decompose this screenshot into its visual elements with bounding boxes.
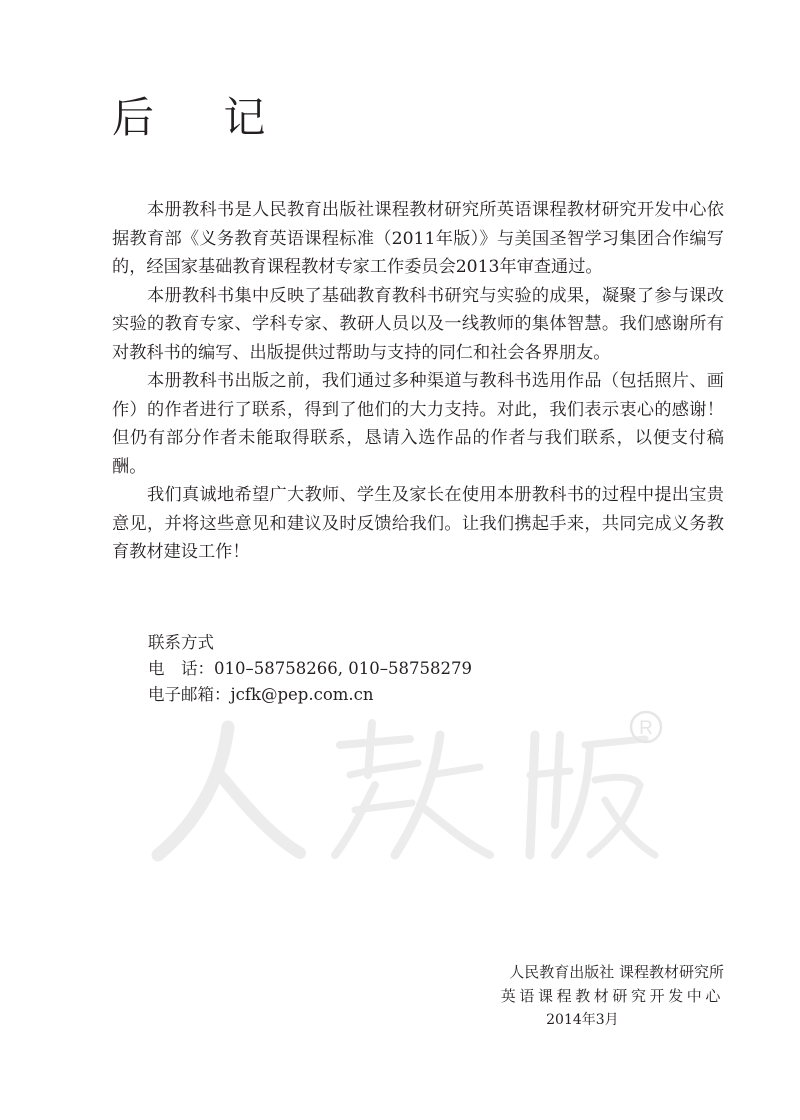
publisher-line: 人民教育出版社 课程教材研究所	[509, 963, 724, 981]
page-title: 后 记	[112, 93, 294, 142]
afterword-body	[112, 196, 724, 567]
email-label: 电子邮箱：	[148, 685, 231, 704]
contact-info	[148, 630, 472, 708]
registered-mark	[631, 712, 661, 742]
contact-heading: 联系方式	[148, 633, 214, 652]
paragraph: 我们真诚地希望广大教师、学生及家长在使用本册教科书的过程中提出宝贵意见，并将这些意见和建议及时反馈给我们。让我们携起手来，共同完成义务教育教材建设工作！	[112, 485, 724, 562]
svg-text:R: R	[639, 718, 653, 739]
phone-value: 010–58758266, 010–58758279	[214, 659, 472, 678]
paragraph: 本册教科书出版之前，我们通过多种渠道与教科书选用作品（包括照片、画作）的作者进行了联系，得到了他们的大力支持。对此，我们表示衷心的感谢！但仍有部分作者未能取得联系，恳请入选作品的作者与我们联系，以便支付稿酬。	[112, 371, 724, 477]
email-value: jcfk@pep.com.cn	[230, 685, 374, 704]
publication-date: 2014年3月	[546, 1012, 619, 1028]
paragraph: 本册教科书是人民教育出版社课程教材研究所英语课程教材研究开发中心依据教育部《义务教育英语课程标准（2011年版）》与美国圣智学习集团合作编写的，经国家基础教育课程教材专家工作委员会2013年审查通过。	[112, 200, 724, 277]
phone-label: 电 话：	[148, 659, 214, 678]
paragraph: 本册教科书集中反映了基础教育教科书研究与实验的成果，凝聚了参与课改实验的教育专家、学科专家、教研人员以及一线教师的集体智慧。我们感谢所有对教科书的编写、出版提供过帮助与支持的同仁和社会各界朋友。	[112, 285, 724, 363]
publisher-credit	[501, 960, 724, 1032]
center-line: 英语课程教材研究开发中心	[500, 987, 724, 1005]
publisher-watermark-logo	[150, 705, 670, 875]
phone-row	[148, 656, 472, 682]
